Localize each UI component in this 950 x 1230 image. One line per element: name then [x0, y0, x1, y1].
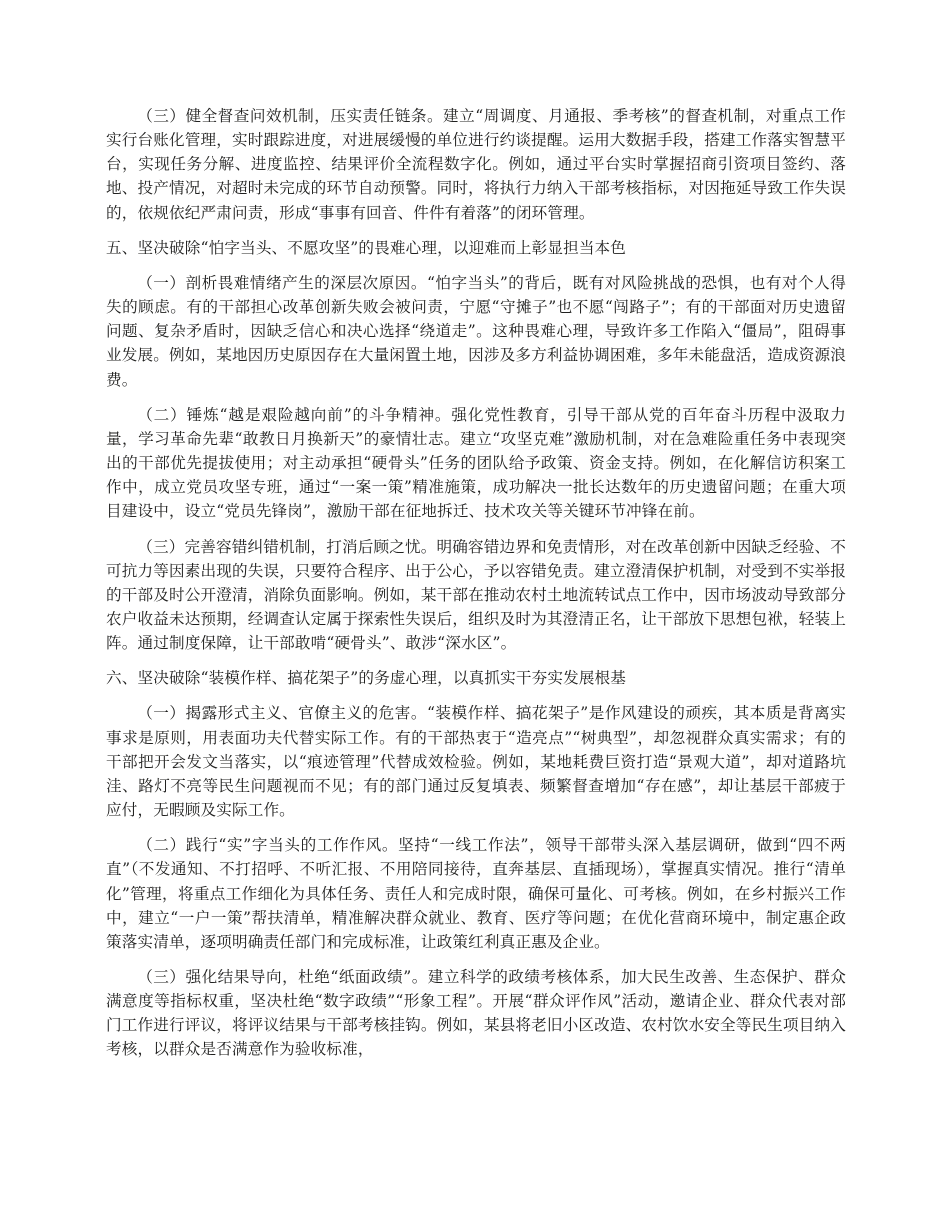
body-paragraph: （三）完善容错纠错机制，打消后顾之忧。明确容错边界和免责情形，对在改革创新中因缺乏经验、不可抗力等因素出现的失误，只要符合程序、出于公心，予以容错免责。建立澄清保护机制，对受到不实举报的干部及时公开澄清，消除负面影响。例如，某干部在推动农村土地流转试点工作中，因市场波动导致部分农户收益未达预期，经调查认定属于探索性失误后，组织及时为其澄清正名，让干部放下思想包袱，轻装上阵。通过制度保障，让干部敢啃“硬骨头”、敢涉“深水区”。 [106, 537, 846, 653]
body-paragraph: （三）强化结果导向，杜绝“纸面政绩”。建立科学的政绩考核体系，加大民生改善、生态保护、群众满意度等指标权重，坚决杜绝“数字政绩”“形象工程”。开展“群众评作风”活动，邀请企业、群众代表对部门工作进行评议，将评议结果与干部考核挂钩。例如，某县将老旧小区改造、农村饮水安全等民生项目纳入考核，以群众是否满意作为验收标准， [106, 968, 846, 1059]
body-paragraph: （一）剖析畏难情绪产生的深层次原因。“怕字当头”的背后，既有对风险挑战的恐惧，也有对个人得失的顾虑。有的干部担心改革创新失败会被问责，宁愿“守摊子”也不愿“闯路子”；有的干部面对历史遗留问题、复杂矛盾时，因缺乏信心和决心选择“绕道走”。这种畏难心理，导致许多工作陷入“僵局”，阻碍事业发展。例如，某地因历史原因存在大量闲置土地，因涉及多方利益协调困难，多年未能盘活，造成资源浪费。 [106, 273, 846, 389]
section-heading: 六、坚决破除“装模作样、搞花架子”的务虚心理，以真抓实干夯实发展根基 [106, 669, 627, 688]
body-paragraph: （一）揭露形式主义、官僚主义的危害。“装模作样、搞花架子”是作风建设的顽疾，其本质是背离实事求是原则，用表面功夫代替实际工作。有的干部热衷于“造亮点”“树典型”，却忽视群众真实需求；有的干部把开会发文当落实，以“痕迹管理”代替成效检验。例如，某地耗费巨资打造“景观大道”，却对道路坑洼、路灯不亮等民生问题视而不见；有的部门通过反复填表、频繁督查增加“存在感”，却让基层干部疲于应付，无暇顾及实际工作。 [106, 704, 846, 820]
body-paragraph: （二）锤炼“越是艰险越向前”的斗争精神。强化党性教育，引导干部从党的百年奋斗历程中汲取力量，学习革命先辈“敢教日月换新天”的豪情壮志。建立“攻坚克难”激励机制，对在急难险重任务中表现突出的干部优先提拔使用；对主动承担“硬骨头”任务的团队给予政策、资金支持。例如，在化解信访积案工作中，成立党员攻坚专班，通过“一案一策”精准施策，成功解决一批长达数年的历史遗留问题；在重大项目建设中，设立“党员先锋岗”，激励干部在征地拆迁、技术攻关等关键环节冲锋在前。 [106, 405, 846, 521]
document-body [106, 104, 846, 1073]
section-heading: 五、坚决破除“怕字当头、不愿攻坚”的畏难心理，以迎难而上彰显担当本色 [106, 238, 627, 257]
body-paragraph: （二）践行“实”字当头的工作作风。坚持“一线工作法”，领导干部带头深入基层调研，做到“四不两直”（不发通知、不打招呼、不听汇报、不用陪同接待，直奔基层、直插现场），掌握真实情况。推行“清单化”管理，将重点工作细化为具体任务、责任人和完成时限，确保可量化、可考核。例如，在乡村振兴工作中，建立“一户一策”帮扶清单，精准解决群众就业、教育、医疗等问题；在优化营商环境中，制定惠企政策落实清单，逐项明确责任部门和完成标准，让政策红利真正惠及企业。 [106, 836, 846, 951]
body-paragraph: （三）健全督查问效机制，压实责任链条。建立“周调度、月通报、季考核”的督查机制，对重点工作实行台账化管理，实时跟踪进度，对进展缓慢的单位进行约谈提醒。运用大数据手段，搭建工作落实智慧平台，实现任务分解、进度监控、结果评价全流程数字化。例如，通过平台实时掌握招商引资项目签约、落地、投产情况，对超时未完成的环节自动预警。同时，将执行力纳入干部考核指标，对因拖延导致工作失误的，依规依纪严肃问责，形成“事事有回音、件件有着落”的闭环管理。 [106, 107, 846, 222]
